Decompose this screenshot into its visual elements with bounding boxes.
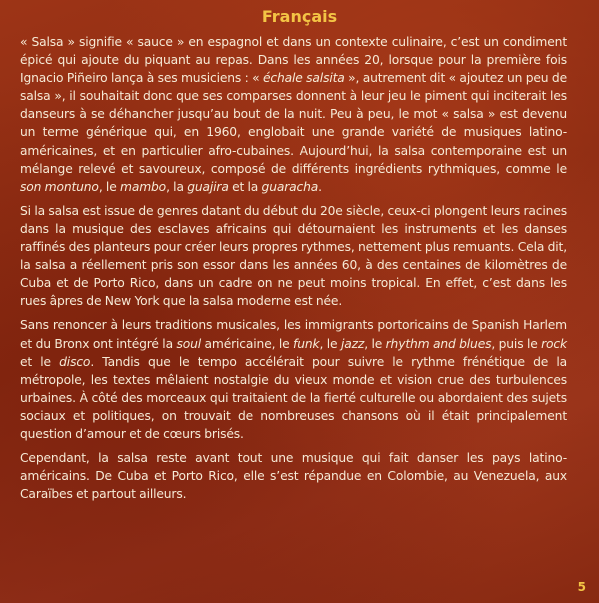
text-run: et le — [20, 354, 60, 369]
italic-term: guajira — [187, 179, 229, 194]
article-body — [20, 33, 567, 509]
italic-term: rhythm and blues — [385, 336, 492, 351]
paragraph-4 — [20, 449, 567, 503]
text-run: , puis le — [491, 336, 542, 351]
text-run: américaine, le — [201, 336, 294, 351]
paragraph-1 — [20, 33, 567, 196]
text-run: . — [318, 179, 322, 194]
italic-term: rock — [541, 336, 567, 351]
italic-term: guaracha — [261, 179, 319, 194]
page-number: 5 — [577, 580, 586, 594]
italic-term: son montuno — [20, 179, 99, 194]
text-run: », autrement dit « ajoutez un peu de salsa », il souhaitait donc que ses comparses donnent à leur jeu le piment qui inciterait les danseurs à se déhancher jusqu’au bout de la nuit. Peu à peu, le mot « salsa » est devenu un terme générique qui, en 1960, englobait une grande variété de musiques latino-américaines, et en particulier afro-cubaines. Aujourd’hui, la salsa contemporaine est un mélange relevé et savoureux, composé de différents ingrédients rythmiques, comme le — [20, 71, 567, 176]
italic-term: disco — [59, 354, 91, 369]
text-run: , la — [166, 179, 188, 194]
text-run: , le — [98, 179, 120, 194]
italic-term: soul — [176, 336, 201, 351]
italic-term: funk — [293, 336, 320, 351]
text-run: . Tandis que le tempo accélérait pour suivre le rythme frénétique de la métropole, les textes mêlaient nostalgie du vieux monde et vision crue des turbulences urbaines. À côté des morceaux qui traitaient de la fierté culturelle ou abordaient des sujets sociaux et politiques, on trouvait de nombreuses chansons où il était principalement question d’amour et de cœurs brisés. — [20, 354, 567, 441]
text-run: Si la salsa est issue de genres datant du début du 20e siècle, ceux-ci plongent leurs racines dans la musique des esclaves africains qui détournaient les instruments et les danses raffinés des planteurs pour créer leurs propres rythmes, nettement plus remuants. Cela dit, la salsa a réellement pris son essor dans les années 60, à des centaines de kilomètres de Cuba et de Porto Rico, dans un cadre on ne peut moins tropical. En effet, c’est dans les rues âpres de New York que la salsa moderne est née. — [20, 203, 567, 309]
italic-term: échale salsita — [262, 71, 345, 86]
italic-term: jazz — [340, 336, 365, 351]
text-run: Cependant, la salsa reste avant tout une musique qui fait danser les pays latino-américains. De Cuba et Porto Rico, elle s’est répandue en Colombie, au Venezuela, aux Caraïbes et partout ailleurs. — [20, 451, 567, 502]
text-run: , le — [319, 336, 341, 351]
italic-term: mambo — [119, 179, 167, 194]
text-run: et la — [228, 179, 262, 194]
paragraph-2 — [20, 202, 567, 311]
text-run: Sans renoncer à leurs traditions musicales, les immigrants portoricains de Spanish Harlem et du Bronx ont intégré la — [20, 318, 567, 351]
text-run: « Salsa » signifie « sauce » en espagnol et dans un contexte culinaire, c’est un condiment épicé qui ajoute du piquant au repas. Dans les années 20, lorsque pour la première fois Ignacio Piñeiro lança à ses musiciens : « — [20, 35, 567, 86]
paragraph-3 — [20, 316, 567, 443]
text-run: , le — [364, 336, 386, 351]
page-title: Français — [261, 7, 338, 26]
